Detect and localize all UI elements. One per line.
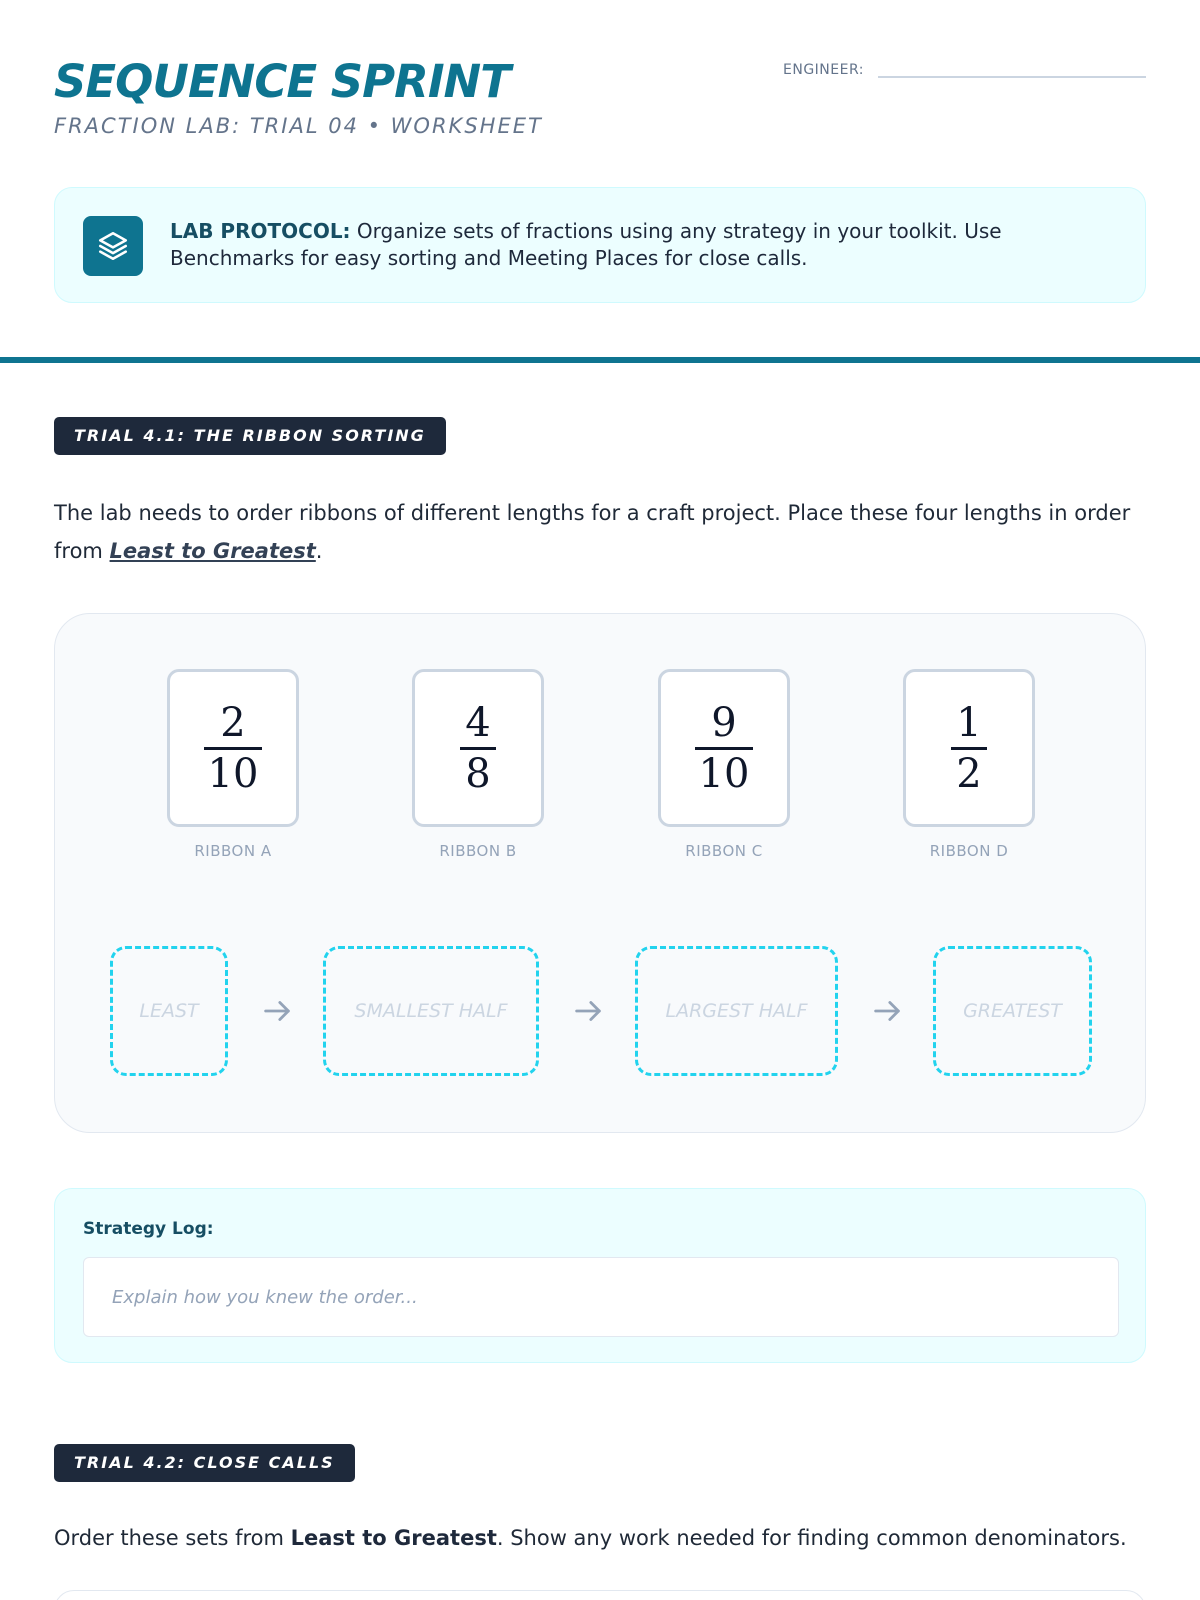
ribbon-card-a[interactable] xyxy=(167,669,299,827)
lab-protocol-body: Organize sets of fractions using any strategy in your toolkit. Use Benchmarks for easy sorting and Meeting Places for close calls. xyxy=(170,219,1002,270)
engineer-name-line[interactable] xyxy=(878,56,1146,78)
lab-protocol-callout xyxy=(54,187,1146,303)
trial-4-1-instructions xyxy=(54,494,1154,570)
fraction-bar xyxy=(204,747,262,750)
close-calls-panel xyxy=(54,1590,1146,1600)
ribbon-sorting-panel xyxy=(54,613,1146,1133)
engineer-field xyxy=(783,56,1146,78)
slot-least[interactable]: LEAST xyxy=(110,946,228,1076)
lab-protocol-text xyxy=(170,218,1120,272)
fraction-numerator: 4 xyxy=(465,699,491,746)
trial-4-2-badge: TRIAL 4.2: CLOSE CALLS xyxy=(54,1444,355,1482)
slot-greatest[interactable]: GREATEST xyxy=(933,946,1092,1076)
fraction-bar xyxy=(951,747,987,750)
lab-protocol-label: LAB PROTOCOL: xyxy=(170,219,351,243)
ribbon-label-c: RIBBON C xyxy=(685,842,763,860)
trial2-text-start: Order these sets from xyxy=(54,1526,291,1550)
arrow-right-icon xyxy=(870,994,904,1028)
ribbon-card-c[interactable] xyxy=(658,669,790,827)
page-subtitle: FRACTION LAB: TRIAL 04 • WORKSHEET xyxy=(54,114,543,138)
slot-smallest-half[interactable]: SMALLEST HALF xyxy=(323,946,539,1076)
fraction-denominator: 2 xyxy=(956,750,982,797)
ribbon-label-a: RIBBON A xyxy=(194,842,272,860)
trial2-text-bold: Least to Greatest xyxy=(290,1526,497,1550)
worksheet-header xyxy=(54,52,1146,152)
page-title: SEQUENCE SPRINT xyxy=(54,55,510,108)
ribbon-label-b: RIBBON B xyxy=(439,842,517,860)
intro-emphasis: Least to Greatest xyxy=(109,539,316,563)
fraction-numerator: 2 xyxy=(220,699,246,746)
strategy-log-input[interactable] xyxy=(83,1257,1119,1337)
fraction-denominator: 10 xyxy=(207,750,259,797)
slot-largest-half[interactable]: LARGEST HALF xyxy=(635,946,838,1076)
arrow-right-icon xyxy=(260,994,294,1028)
ribbon-card-b[interactable] xyxy=(412,669,544,827)
trial-4-1-badge: TRIAL 4.1: THE RIBBON SORTING xyxy=(54,417,446,455)
strategy-log-label: Strategy Log: xyxy=(83,1219,214,1239)
intro-text: The lab needs to order ribbons of different lengths for a craft project. Place these four lengths in order from xyxy=(54,501,1131,563)
engineer-label: ENGINEER: xyxy=(783,62,864,78)
trial-4-2-instructions xyxy=(54,1522,1154,1554)
intro-end: . xyxy=(315,539,323,563)
layers-icon xyxy=(83,216,143,276)
fraction-numerator: 1 xyxy=(956,699,982,746)
section-divider xyxy=(0,357,1200,363)
fraction-denominator: 10 xyxy=(698,750,750,797)
strategy-log-panel xyxy=(54,1188,1146,1363)
fraction-numerator: 9 xyxy=(711,699,737,746)
ribbon-card-d[interactable] xyxy=(903,669,1035,827)
ribbon-label-d: RIBBON D xyxy=(929,842,1009,860)
arrow-right-icon xyxy=(571,994,605,1028)
fraction-denominator: 8 xyxy=(465,750,491,797)
trial2-text-end: . Show any work needed for finding common denominators. xyxy=(496,1526,1127,1550)
fraction-bar xyxy=(695,747,753,750)
fraction-bar xyxy=(460,747,496,750)
